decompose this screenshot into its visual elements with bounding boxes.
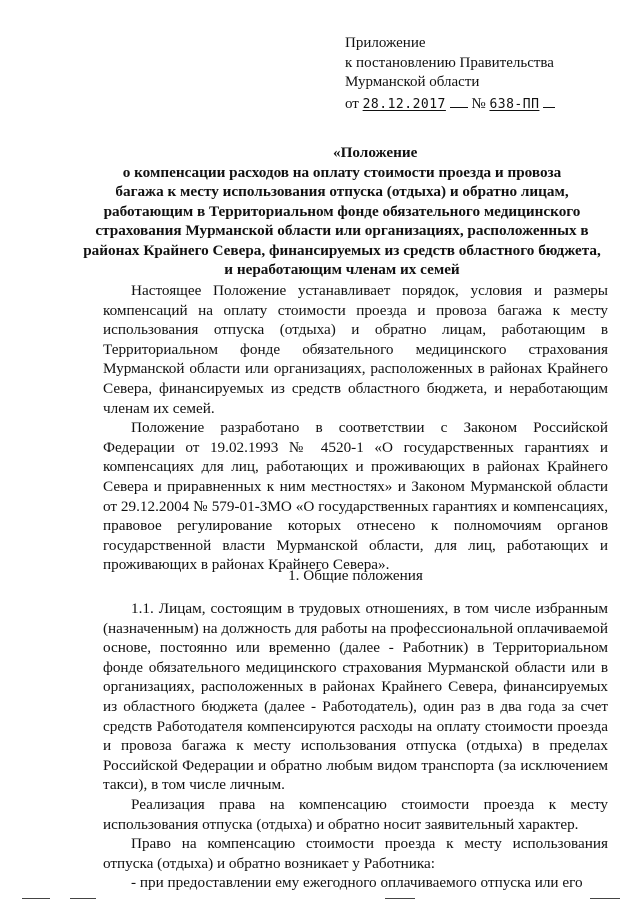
edge-mark bbox=[385, 898, 415, 899]
title-line: страхования Мурманской области или организациях, расположенных в bbox=[95, 222, 589, 239]
section-heading: 1. Общие положения bbox=[288, 567, 423, 584]
section-paragraph: 1.1. Лицам, состоящим в трудовых отношениях, в том числе избранным (назначенным) на должность для работы на профессиональной оплачиваемой основе, постоянно или временно (далее - Работник) в Территориальном фонде обязательного медицинского страхования Мурманской области или в организациях, расположенных в районах Крайнего Севера, финансируемых из областного бюджета (далее - Работодатель), один раз в два года за счет средств Работодателя компенсируются расходы на оплату стоимости проезда и провоза багажа к месту использования отпуска (отдыха) в пределах Российской Федерации и обратно любым видом транспорта (за исключением такси), в том числе личным. bbox=[103, 600, 608, 794]
date-value: 28.12.2017 bbox=[362, 96, 446, 112]
appendix-date-line bbox=[345, 93, 615, 115]
number-value: 638-ПП bbox=[489, 96, 540, 112]
section-paragraph: Право на компенсацию стоимости проезда к месту использования отпуска (отдыха) и обратно возникает у Работника: bbox=[103, 835, 608, 872]
date-underline bbox=[450, 93, 468, 108]
section-paragraph: Реализация права на компенсацию стоимости проезда к месту использования отпуска (отдыха) и обратно носит заявительный характер. bbox=[103, 795, 608, 833]
section-text bbox=[103, 599, 608, 893]
edge-mark bbox=[590, 898, 620, 899]
intro-paragraph: Настоящее Положение устанавливает порядок, условия и размеры компенсаций на оплату стоимости проезда и провоза багажа к месту использования отпуска (отдыха) и обратно лицам, работающим в Территориальном фонде обязательного медицинского страхования Мурманской области или организациях, расположенных в районах Крайнего Севера, финансируемых из средств областного бюджета, и неработающим членам их семей. bbox=[103, 282, 608, 417]
title-line: районах Крайнего Севера, финансируемых из средств областного бюджета, bbox=[83, 241, 601, 259]
edge-mark bbox=[22, 898, 50, 899]
appendix-resolution-ref: к постановлению Правительства bbox=[345, 54, 554, 71]
section-paragraph: - при предоставлении ему ежегодного оплачиваемого отпуска или его bbox=[131, 874, 583, 892]
date-prefix: от bbox=[345, 95, 359, 112]
edge-mark bbox=[70, 898, 96, 899]
title-line: о компенсации расходов на оплату стоимости проезда и провоза bbox=[122, 163, 562, 181]
intro-text bbox=[103, 281, 608, 575]
title-line: «Положение bbox=[333, 144, 418, 161]
title-line: работающим в Территориальном фонде обязательного медицинского bbox=[103, 202, 581, 220]
title-line: и неработающим членам их семей bbox=[224, 261, 460, 278]
title-line: багажа к месту использования отпуска (отдыха) и обратно лицам, bbox=[115, 183, 569, 200]
appendix-region: Мурманской области bbox=[345, 74, 480, 90]
page-edge-marks bbox=[0, 898, 640, 900]
number-underline bbox=[543, 93, 555, 108]
intro-paragraph: Положение разработано в соответствии с Законом Российской Федерации от 19.02.1993 № 4520-1 «О государственных гарантиях и компенсациях для лиц, работающих и проживающих в районах Крайнего Севера и приравненных к ним местностях» и Законом Мурманской области от 29.12.2004 № 579-01-ЗМО «О государственных гарантиях и компенсациях, правовое регулирование которых отнесено к полномочиям органов государственной власти Мурманской области, для лиц, работающих и проживающих в районах Крайнего Севера». bbox=[103, 419, 608, 574]
document-title bbox=[78, 143, 606, 280]
number-prefix: № bbox=[471, 95, 486, 112]
appendix-header bbox=[345, 34, 615, 114]
appendix-label: Приложение bbox=[345, 35, 426, 51]
